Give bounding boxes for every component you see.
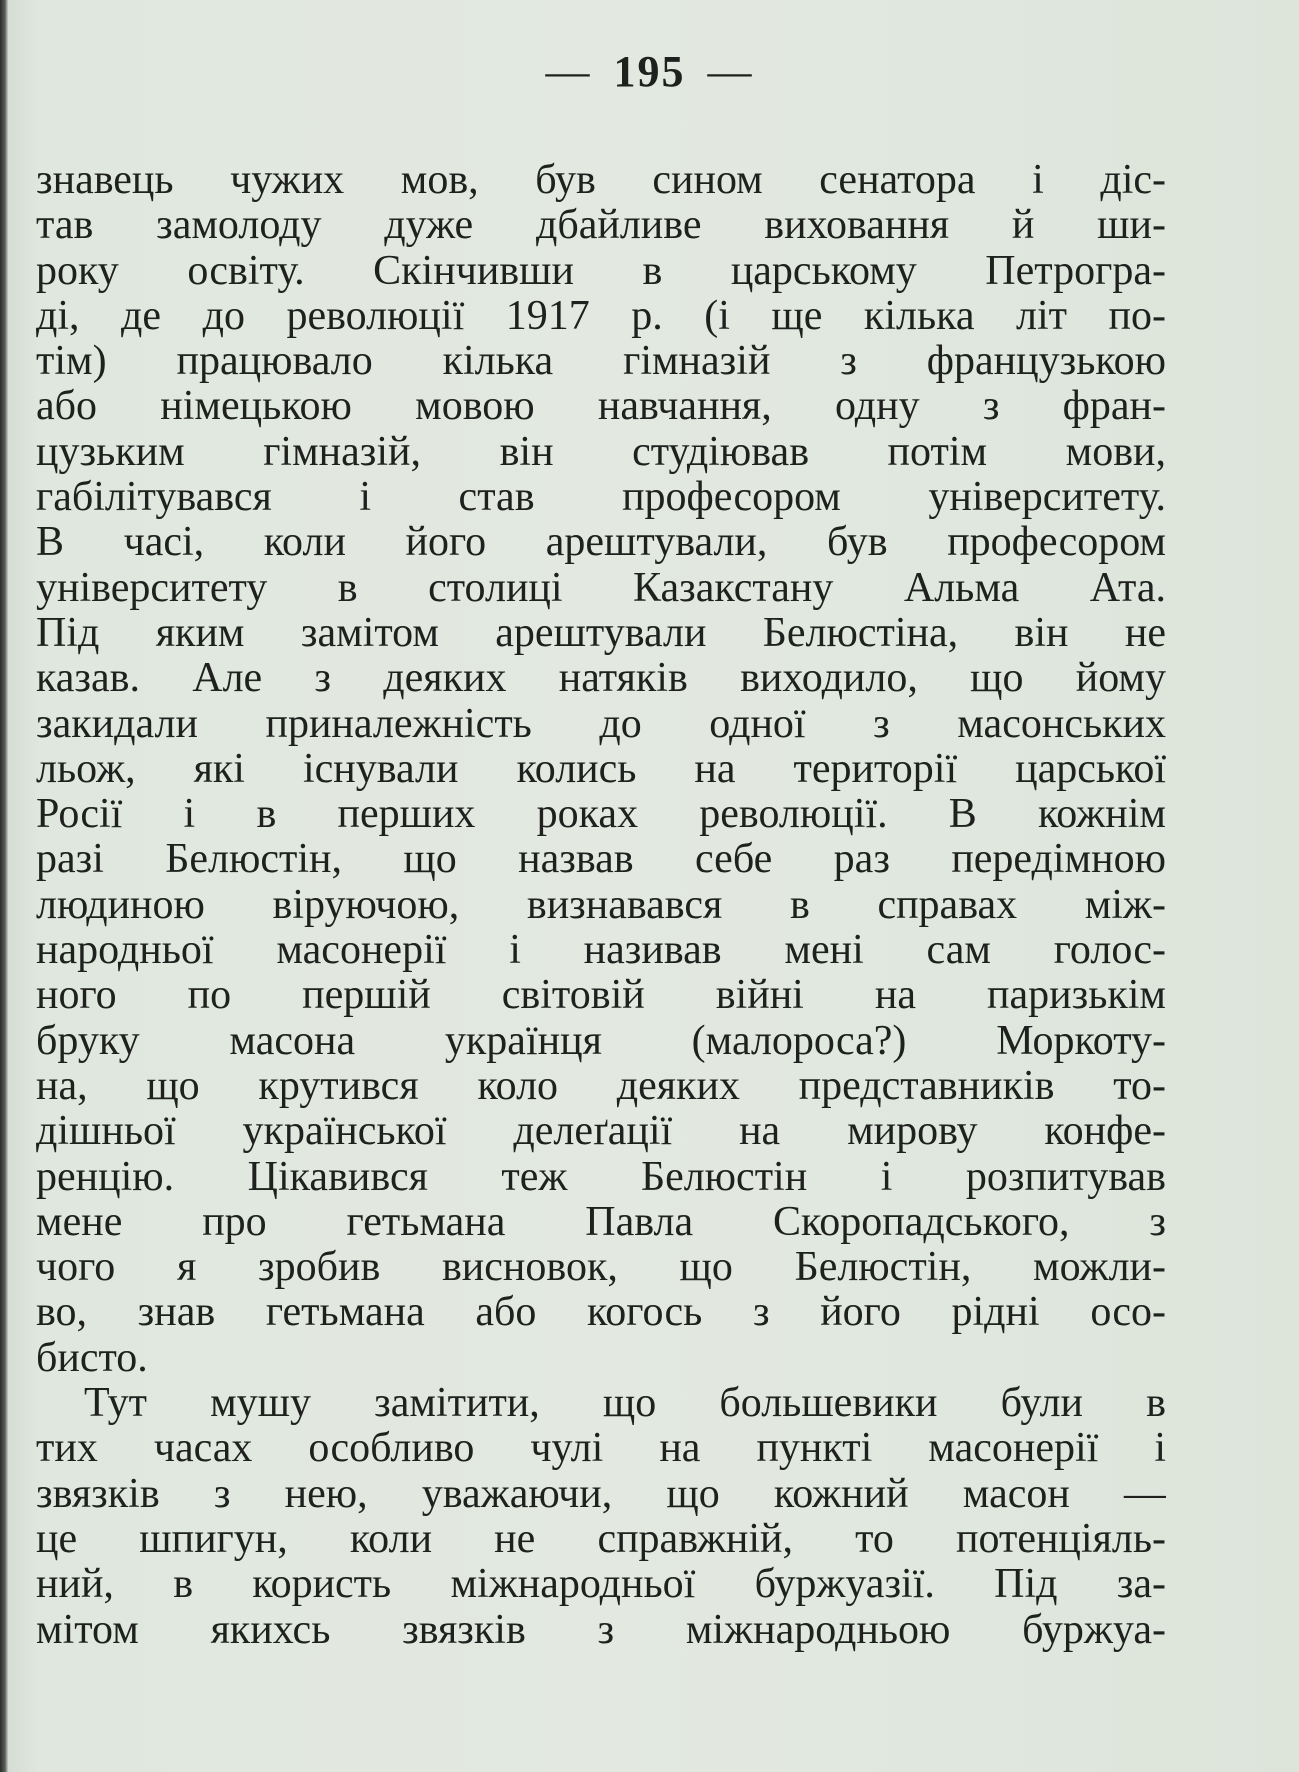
text-line: року освіту. Скінчивши в царському Петрогра- — [36, 248, 1166, 294]
text-line: народньої масонерії і називав мені сам голос- — [36, 928, 1166, 974]
text-line: Росії і в перших роках революції. В кожнім — [36, 792, 1166, 838]
text-line: бруку масона українця (малороса?) Моркоту- — [36, 1018, 1166, 1064]
paragraph-start-line: Тут мушу замітити, що большевики були в — [84, 1381, 1166, 1427]
text-line: університету в столиці Казакстану Альма Ата. — [36, 565, 1166, 611]
text-line: казав. Але з деяких натяків виходило, що йому — [36, 656, 1166, 702]
text-line: мітом якихсь звязків з міжнародньою буржуа- — [36, 1607, 1166, 1653]
text-line: ді, де до революції 1917 р. (і ще кілька літ по- — [36, 293, 1166, 339]
text-line: мене про гетьмана Павла Скоропадського, з — [36, 1199, 1166, 1245]
paragraph-end-line: бисто. — [36, 1335, 148, 1381]
text-line: габілітувався і став професором університету. — [36, 475, 1166, 521]
text-line: або німецькою мовою навчання, одну з фран- — [36, 384, 1166, 430]
text-line: во, знав гетьмана або когось з його рідні осо- — [36, 1290, 1166, 1336]
text-line: льож, які існували колись на території царської — [36, 746, 1166, 792]
text-line: Під яким замітом арештували Белюстіна, він не — [36, 610, 1166, 656]
text-line: закидали приналежність до одної з масонських — [36, 701, 1166, 747]
text-line: знавець чужих мов, був сином сенатора і діс- — [36, 158, 1166, 203]
text-line: людиною віруючою, визнавався в справах між- — [36, 882, 1166, 928]
header-dash-left: — — [545, 47, 592, 96]
body-text — [36, 158, 1166, 1653]
text-line: ний, в користь міжнародньої буржуазії. Під за- — [36, 1562, 1166, 1608]
text-line: тім) працювало кілька гімназій з французькою — [36, 339, 1166, 385]
page-header — [0, 46, 1299, 97]
text-line: на, що крутився коло деяких представників то- — [36, 1063, 1166, 1109]
text-line: ного по першій світовій війні на паризькім — [36, 973, 1166, 1019]
text-line: це шпигун, коли не справжній, то потенціяль- — [36, 1516, 1166, 1562]
text-line: тав замолоду дуже дбайливе виховання й ши- — [36, 203, 1166, 249]
text-line: цузьким гімназій, він студіював потім мови, — [36, 429, 1166, 475]
text-line: тих часах особливо чулі на пункті масонерії і — [36, 1426, 1166, 1472]
text-line: дішньої української делеґації на мирову конфе- — [36, 1109, 1166, 1155]
header-dash-right: — — [707, 47, 754, 96]
text-line: В часі, коли його арештували, був професором — [36, 520, 1166, 566]
book-spine-edge — [0, 0, 8, 1772]
text-line: чого я зробив висновок, що Белюстін, можли- — [36, 1245, 1166, 1291]
text-line: разі Белюстін, що назвав себе раз передімною — [36, 837, 1166, 883]
page-number: 195 — [613, 47, 686, 96]
text-line: звязків з нею, уважаючи, що кожний масон — — [36, 1471, 1166, 1517]
text-line: ренцію. Цікавився теж Белюстін і розпитував — [36, 1154, 1166, 1200]
